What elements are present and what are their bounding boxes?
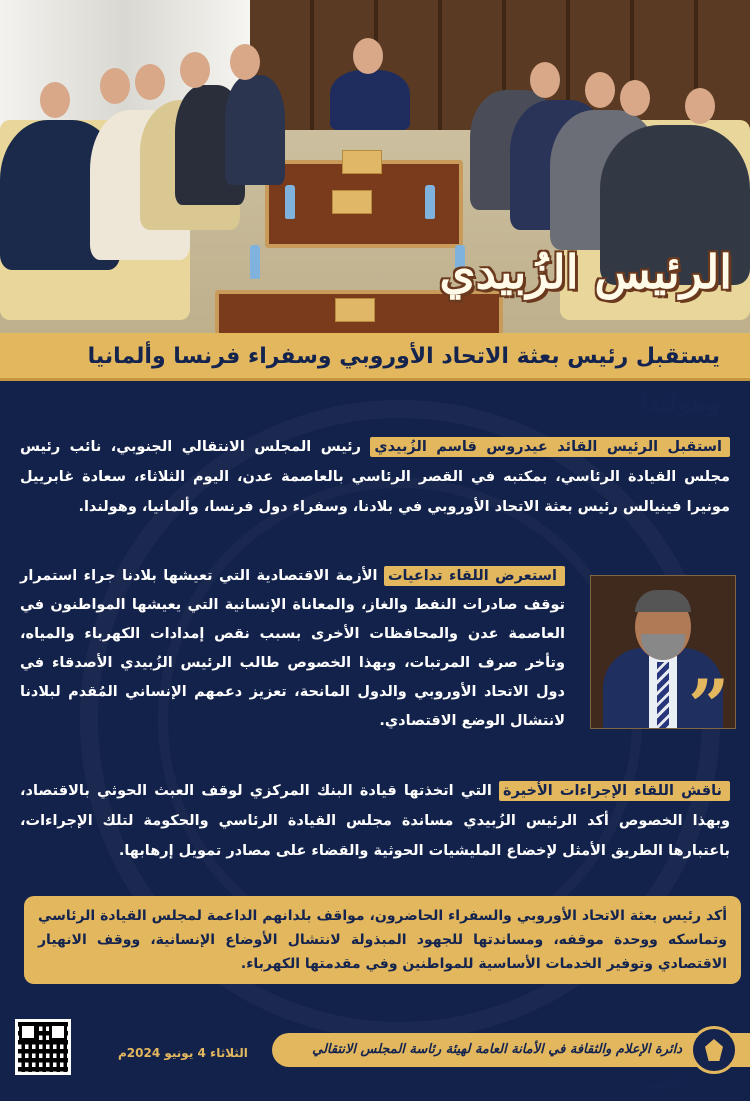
paragraph-1-lead: استقبل الرئيس القائد عيدروس قاسم الزُبيدي [370,437,730,457]
official-head [685,88,715,124]
paragraph-2-lead: استعرض اللقاء تداعيات [384,566,565,586]
guest-figure [225,75,285,185]
paragraph-2-text: الأزمة الاقتصادية التي تعيشها بلادنا جراء استمرار توقف صادرات النفط والغاز، والمعاناة الإنسانية التي يعيشها المواطنون في العاصمة عدن والمحافظات الأخرى بسبب نقص إمدادات الكهرباء والمياه، وتأخر صرف المرتبات، وبهذا الخصوص طالب الرئيس الزُبيدي الأصدقاء في دول الاتحاد الأوروبي والدول المانحة، تعزيز دعمهم الإنساني المُقدم لبلادنا لانتشال الوضع الاقتصادي. [20,568,565,729]
paragraph-1-text: رئيس المجلس الانتقالي الجنوبي، نائب رئيس مجلس القيادة الرئاسي، بمكتبه في القصر الرئاسي بالعاصمة عدن، اليوم الثلاثاء، سعادة غابرييل مونيرا فينيالس رئيس بعثة الاتحاد الأوروبي في بلادنا، وسفراء دول فرنسا، وألمانيا، وهولندا. [20,439,730,515]
water-bottle [425,185,435,219]
qr-code[interactable] [15,1019,71,1075]
president-name-calligraphy: الرئيس الزُبيدي [439,245,732,299]
guest-head [135,64,165,100]
paragraph-2 [20,562,565,736]
summary-text: أكد رئيس بعثة الاتحاد الأوروبي والسفراء الحاضرون، مواقف بلدانهم الداعمة لمجلس القيادة الرئاسي وتماسكه ووحدة موقفه، ومساندتها للجهود المبذولة لانتشال الأوضاع الإنسانية، ووقف الانهيار الاقتصادي وتوفير الخدمات الأساسية للمواطنين وفي مقدمتها الكهرباء. [38,908,727,972]
host-figure [330,70,410,130]
official-head [585,72,615,108]
host-head [353,38,383,74]
guest-head [100,68,130,104]
headline: يستقبل رئيس بعثة الاتحاد الأوروبي وسفراء فرنسا وألمانيا وهولندا [87,344,720,417]
publish-date: الثلاثاء 4 يونيو 2024م [118,1046,248,1060]
paragraph-1 [20,432,730,522]
water-bottle [250,245,260,279]
guest-head [180,52,210,88]
quote-icon: ” [688,663,730,748]
official-head [530,62,560,98]
summary-box [24,896,741,984]
tissue-box [335,298,375,322]
footer-band [272,1033,750,1091]
paragraph-3-lead: ناقش اللقاء الإجراءات الأخيرة [499,781,730,801]
portrait-hair [635,590,691,612]
guest-head [230,44,260,80]
paragraph-3-text: التي اتخذتها قيادة البنك المركزي لوقف العبث الحوثي بالاقتصاد، وبهذا الخصوص أكد الرئيس الزُبيدي مساندة مجلس القيادة الرئاسي والحكومة لتلك الإجراءات، باعتبارها الطريق الأمثل لإخضاع المليشيات الحوثية والقضاء على مصادر تمويل إرهابها. [20,783,730,859]
water-bottle [285,185,295,219]
tissue-box [332,190,372,214]
headline-band [0,333,750,417]
department-name: دائرة الإعلام والثقافة في الأمانة العامة لهيئة رئاسة المجلس الانتقالي الجنوبي [312,1042,682,1091]
portrait-tie [657,662,669,728]
tissue-box [342,150,382,174]
guest-head [40,82,70,118]
official-head [620,80,650,116]
paragraph-3 [20,776,730,866]
stc-emblem-icon [690,1026,738,1074]
meeting-photo [0,0,750,333]
